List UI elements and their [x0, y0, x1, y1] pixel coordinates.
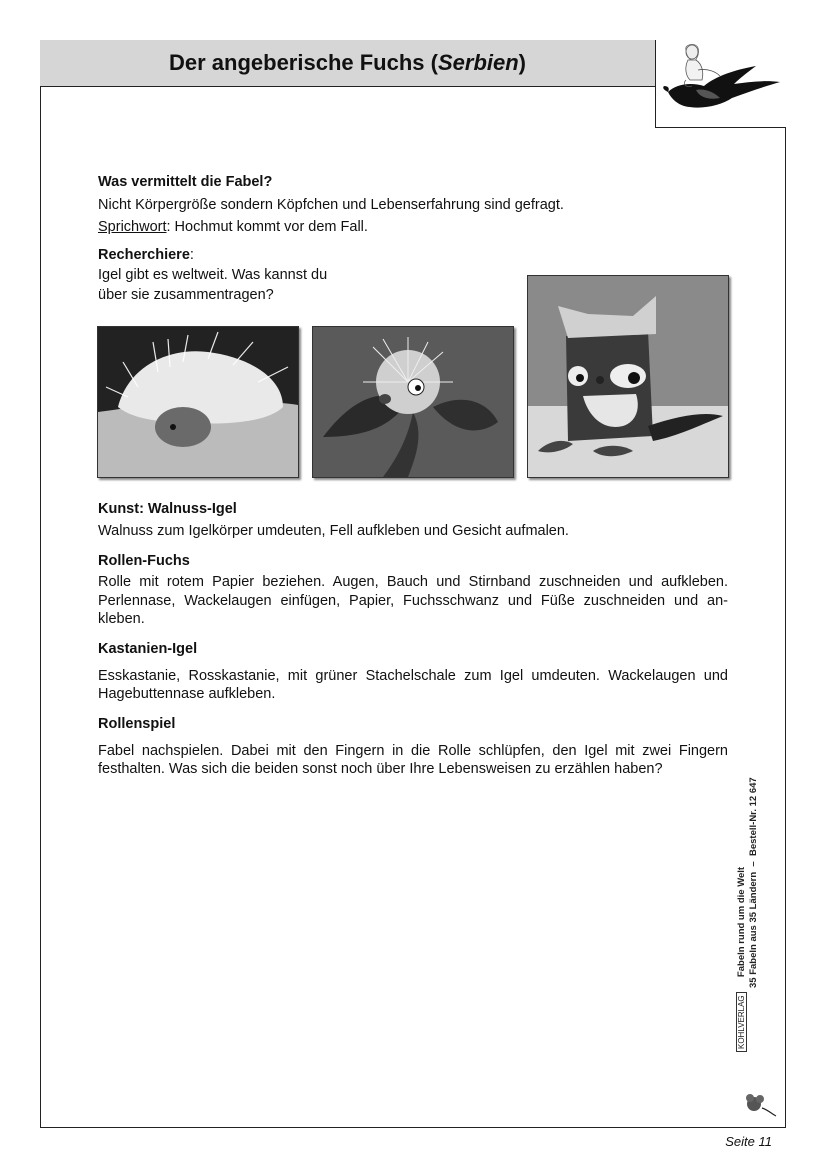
art-text: Walnuss zum Igelkörper umdeuten, Fell aufkleben und Gesicht aufmalen.: [98, 523, 569, 539]
research-heading-line: [98, 245, 728, 265]
research-text-line-1: Igel gibt es weltweit. Was kannst du: [98, 267, 328, 283]
roll-fox-image: [528, 276, 728, 477]
section-heading-role-play: Rollenspiel: [98, 715, 176, 732]
header-illustration: [655, 40, 786, 128]
publisher-sidebar: [736, 777, 786, 1092]
publisher-logo-icon: [742, 1088, 778, 1118]
sidebar-subtitle: 35 Fabeln aus 35 Ländern: [748, 871, 759, 988]
section-heading-art: Kunst: Walnuss-Igel: [98, 501, 237, 517]
section-heading-chestnut: Kastanien-Igel: [98, 640, 198, 657]
sidebar-row-2: 35 Fabeln aus 35 Ländern – Bestell-Nr. 12 647: [748, 777, 759, 988]
section-heading-fable: Was vermittelt die Fabel?: [98, 174, 273, 190]
role-play-text: Fabel nachspielen. Dabei mit den Fingern in die Rolle schlüpfen, den Igel mit zwei Fingern festhalten. Was sich die beiden sonst noch über Ihre Lebensweisen zu erzählen haben?: [98, 742, 728, 777]
section-heading-research: Recherchiere: [98, 247, 190, 263]
sidebar-publisher: KOHLVERLAG: [736, 992, 747, 1052]
fable-message-text: Nicht Körpergröße sondern Köpfchen und Lebenserfahrung sind gefragt.: [98, 197, 564, 213]
page-title: [40, 40, 656, 87]
sidebar-order-number: Bestell-Nr. 12 647: [748, 777, 759, 856]
title-end: ): [518, 50, 526, 75]
title-main: Der angeberische Fuchs (: [168, 50, 438, 75]
roll-fox-photo: [527, 275, 729, 478]
proverb-label: Sprichwort: [98, 219, 167, 235]
page-number: Seite 11: [725, 1134, 772, 1149]
chestnut-text: Esskastanie, Rosskastanie, mit grüner Stachelschale zum Igel umdeuten. Wackelaugen und Hagebuttennase aufkleben.: [98, 667, 728, 702]
walnut-hedgehog-image: [98, 327, 298, 477]
proverb-text: : Hochmut kommt vor dem Fall.: [166, 219, 368, 235]
girl-on-swallow-illustration: [656, 40, 785, 126]
sidebar-series-title: Fabeln rund um die Welt: [736, 866, 747, 978]
research-colon: :: [189, 247, 194, 263]
content-lower: [98, 499, 728, 779]
section-heading-roll-fox: Rollen-Fuchs: [98, 553, 190, 569]
chestnut-hedgehog-image: [313, 327, 513, 477]
sidebar-row-1: [736, 802, 748, 1092]
research-text-line-2: über sie zusammentragen?: [98, 287, 274, 303]
title-country: Serbien: [437, 50, 519, 75]
proverb-line: [98, 217, 728, 237]
chestnut-hedgehog-photo: [312, 326, 514, 478]
walnut-hedgehog-photo: [97, 326, 299, 478]
roll-fox-text: Rolle mit rotem Papier beziehen. Augen, Bauch und Stirnband zuschneiden und aufkleben. Perlennase, Wackelaugen einfügen, Papier, Fuchsschwanz und Füße zuschneiden und an-kleben.: [98, 574, 728, 627]
